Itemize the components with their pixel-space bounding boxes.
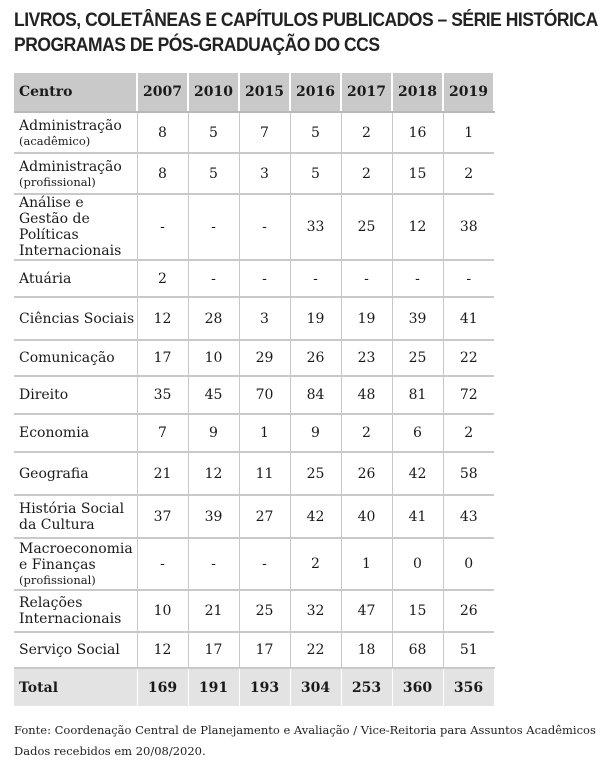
row-centro-name (14, 590, 137, 632)
centro-label: Administração (19, 117, 122, 134)
value-cell: 33 (290, 194, 341, 260)
value-cell: 2 (443, 414, 494, 452)
value-cell: - (443, 260, 494, 297)
total-row (14, 668, 494, 706)
centro-label: Geografia (19, 465, 89, 482)
value-cell: 22 (290, 632, 341, 668)
value-cell: 29 (239, 340, 290, 376)
table-row (14, 112, 494, 153)
table-row (14, 632, 494, 668)
table-row (14, 538, 494, 590)
row-centro-name (14, 194, 137, 260)
value-cell: 2 (290, 538, 341, 590)
total-value-cell: 169 (137, 668, 188, 706)
row-centro-name (14, 340, 137, 376)
total-value-cell: 304 (290, 668, 341, 706)
total-value-cell: 356 (443, 668, 494, 706)
value-cell: 25 (341, 194, 392, 260)
value-cell: 12 (188, 452, 239, 495)
value-cell: 9 (188, 414, 239, 452)
row-centro-name (14, 495, 137, 538)
centro-sublabel: (acadêmico) (19, 133, 91, 148)
table-row (14, 590, 494, 632)
value-cell: 35 (137, 376, 188, 414)
page-title (14, 8, 598, 58)
value-cell: 1 (341, 538, 392, 590)
centro-label: Economia (19, 425, 90, 441)
header-year: 2015 (239, 73, 290, 112)
value-cell: 25 (392, 340, 443, 376)
value-cell: 5 (290, 153, 341, 194)
centro-label: Relações Internacionais (19, 595, 122, 627)
value-cell: 28 (188, 297, 239, 340)
total-value-cell: 191 (188, 668, 239, 706)
value-cell: 38 (443, 194, 494, 260)
value-cell: - (239, 194, 290, 260)
value-cell: - (137, 194, 188, 260)
value-cell: 21 (188, 590, 239, 632)
footer-source: Fonte: Coordenação Central de Planejamento e Avaliação / Vice-Reitoria para Assuntos Acadêmicos (14, 723, 596, 737)
value-cell: 81 (392, 376, 443, 414)
value-cell: 2 (341, 414, 392, 452)
value-cell: - (188, 194, 239, 260)
value-cell: 51 (443, 632, 494, 668)
total-value-cell: 360 (392, 668, 443, 706)
centro-label: Direito (19, 387, 69, 403)
table-row (14, 376, 494, 414)
title-line-2: PROGRAMAS DE PÓS-GRADUAÇÃO DO CCS (14, 35, 380, 56)
value-cell: 41 (443, 297, 494, 340)
row-centro-name (14, 297, 137, 340)
header-year: 2017 (341, 73, 392, 112)
value-cell: 27 (239, 495, 290, 538)
value-cell: 10 (137, 590, 188, 632)
value-cell: 25 (239, 590, 290, 632)
value-cell: 42 (392, 452, 443, 495)
header-year: 2018 (392, 73, 443, 112)
value-cell: 39 (392, 297, 443, 340)
value-cell: 7 (239, 112, 290, 153)
value-cell: 19 (290, 297, 341, 340)
value-cell: 10 (188, 340, 239, 376)
value-cell: 15 (392, 153, 443, 194)
value-cell: - (188, 538, 239, 590)
value-cell: 5 (188, 153, 239, 194)
table-row (14, 153, 494, 194)
row-centro-name (14, 452, 137, 495)
centro-label: História Social da Cultura (19, 500, 125, 533)
value-cell: 40 (341, 495, 392, 538)
value-cell: 1 (443, 112, 494, 153)
centro-label: Ciências Sociais (19, 310, 135, 327)
value-cell: 41 (392, 495, 443, 538)
value-cell: 12 (137, 297, 188, 340)
centro-sublabel: (profissional) (19, 174, 96, 189)
header-centro: Centro (14, 73, 137, 112)
row-centro-name (14, 414, 137, 452)
value-cell: 2 (341, 153, 392, 194)
value-cell: 68 (392, 632, 443, 668)
title-line-1: LIVROS, COLETÂNEAS E CAPÍTULOS PUBLICADOS – SÉRIE HISTÓRICA (14, 10, 598, 31)
value-cell: - (341, 260, 392, 297)
footer (14, 720, 604, 762)
value-cell: 45 (188, 376, 239, 414)
total-value-cell: 253 (341, 668, 392, 706)
value-cell: 9 (290, 414, 341, 452)
centro-label: Análise e Gestão de Políticas Internacionais (19, 195, 122, 259)
value-cell: - (239, 260, 290, 297)
header-year: 2016 (290, 73, 341, 112)
value-cell: 15 (392, 590, 443, 632)
value-cell: 8 (137, 112, 188, 153)
value-cell: - (239, 538, 290, 590)
header-year: 2019 (443, 73, 494, 112)
value-cell: 12 (392, 194, 443, 260)
value-cell: 43 (443, 495, 494, 538)
centro-label: Serviço Social (19, 642, 120, 658)
value-cell: 11 (239, 452, 290, 495)
value-cell: 47 (341, 590, 392, 632)
total-label: Total (14, 668, 137, 706)
value-cell: 7 (137, 414, 188, 452)
value-cell: 6 (392, 414, 443, 452)
table-row (14, 340, 494, 376)
row-centro-name (14, 153, 137, 194)
header-year: 2007 (137, 73, 188, 112)
value-cell: 58 (443, 452, 494, 495)
table-row (14, 260, 494, 297)
value-cell: 25 (290, 452, 341, 495)
value-cell: 17 (188, 632, 239, 668)
value-cell: 32 (290, 590, 341, 632)
row-centro-name (14, 538, 137, 590)
value-cell: 0 (392, 538, 443, 590)
table-row (14, 414, 494, 452)
value-cell: 2 (341, 112, 392, 153)
publications-table (14, 73, 495, 706)
centro-sublabel: (profissional) (19, 573, 96, 587)
centro-label: Macroeconomia e Finanças (19, 541, 133, 573)
value-cell: 5 (188, 112, 239, 153)
row-centro-name (14, 112, 137, 153)
value-cell: - (137, 538, 188, 590)
value-cell: - (392, 260, 443, 297)
value-cell: 84 (290, 376, 341, 414)
row-centro-name (14, 632, 137, 668)
value-cell: 2 (137, 260, 188, 297)
table-header-row (14, 73, 494, 112)
value-cell: 48 (341, 376, 392, 414)
value-cell: 17 (137, 340, 188, 376)
value-cell: 0 (443, 538, 494, 590)
value-cell: 72 (443, 376, 494, 414)
value-cell: 12 (137, 632, 188, 668)
value-cell: 26 (290, 340, 341, 376)
value-cell: 3 (239, 153, 290, 194)
value-cell: - (290, 260, 341, 297)
table-row (14, 495, 494, 538)
value-cell: 3 (239, 297, 290, 340)
footer-date: Dados recebidos em 20/08/2020. (14, 744, 206, 758)
header-year: 2010 (188, 73, 239, 112)
total-value-cell: 193 (239, 668, 290, 706)
value-cell: 17 (239, 632, 290, 668)
value-cell: 16 (392, 112, 443, 153)
value-cell: - (188, 260, 239, 297)
value-cell: 19 (341, 297, 392, 340)
value-cell: 42 (290, 495, 341, 538)
row-centro-name (14, 260, 137, 297)
centro-label: Comunicação (19, 350, 115, 366)
value-cell: 26 (341, 452, 392, 495)
value-cell: 21 (137, 452, 188, 495)
value-cell: 2 (443, 153, 494, 194)
value-cell: 39 (188, 495, 239, 538)
value-cell: 70 (239, 376, 290, 414)
value-cell: 22 (443, 340, 494, 376)
value-cell: 23 (341, 340, 392, 376)
value-cell: 1 (239, 414, 290, 452)
row-centro-name (14, 376, 137, 414)
value-cell: 26 (443, 590, 494, 632)
table-row (14, 297, 494, 340)
value-cell: 18 (341, 632, 392, 668)
centro-label: Administração (19, 158, 122, 175)
value-cell: 8 (137, 153, 188, 194)
table-row (14, 452, 494, 495)
centro-label: Atuária (19, 270, 72, 287)
value-cell: 5 (290, 112, 341, 153)
value-cell: 37 (137, 495, 188, 538)
table-row (14, 194, 494, 260)
